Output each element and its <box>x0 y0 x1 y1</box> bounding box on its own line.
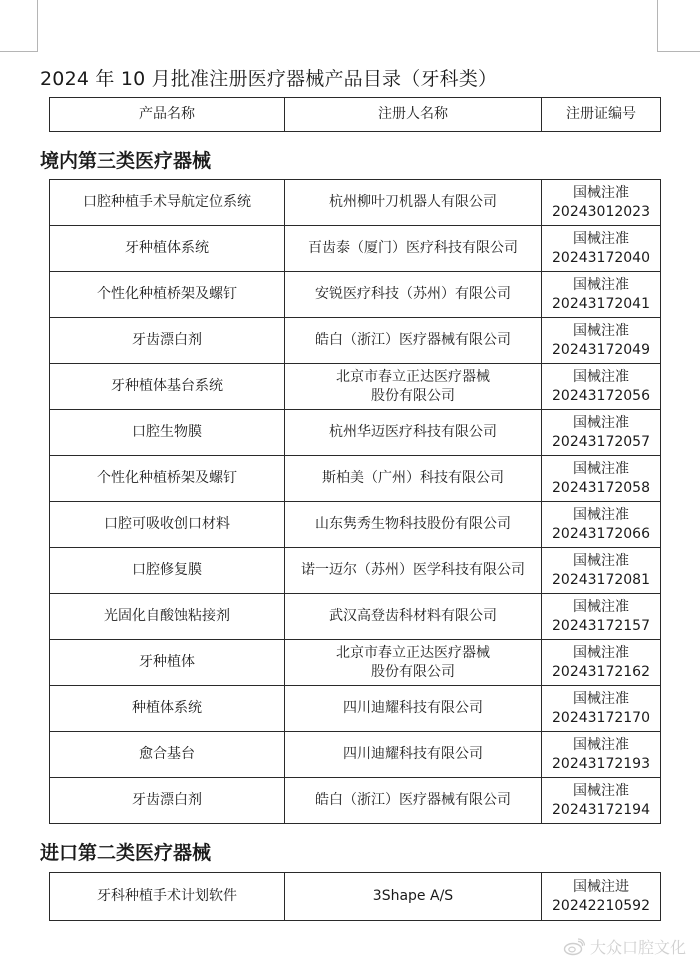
registrant-line: 股份有限公司 <box>371 387 455 404</box>
cert-cell <box>542 364 661 410</box>
cert-cell <box>542 456 661 502</box>
product-cell: 牙种植体系统 <box>50 226 285 272</box>
product-cell: 口腔可吸收创口材料 <box>50 502 285 548</box>
table-row <box>50 640 661 686</box>
cert-prefix: 国械注准 <box>573 276 629 293</box>
product-cell: 种植体系统 <box>50 686 285 732</box>
cert-cell <box>542 594 661 640</box>
crop-mark-right-v <box>657 0 658 51</box>
imported-table <box>49 872 661 921</box>
cert-prefix: 国械注准 <box>573 552 629 569</box>
registrant-cell <box>285 640 542 686</box>
header-row <box>50 98 661 132</box>
crop-mark-right-h <box>657 51 700 52</box>
registrant-cell: 杭州华迈医疗科技有限公司 <box>285 410 542 456</box>
cert-cell <box>542 410 661 456</box>
cert-number: 20243172058 <box>552 479 650 496</box>
registrant-cell: 斯柏美（广州）科技有限公司 <box>285 456 542 502</box>
registrant-cell: 四川迪耀科技有限公司 <box>285 686 542 732</box>
cert-number: 20243172041 <box>552 295 650 312</box>
registrant-line: 北京市春立正达医疗器械 <box>336 368 490 385</box>
product-cell: 牙种植体 <box>50 640 285 686</box>
header-registrant: 注册人名称 <box>285 98 542 132</box>
cert-number: 20243172194 <box>552 801 650 818</box>
registrant-cell: 3Shape A/S <box>285 873 542 921</box>
registrant-cell: 皓白（浙江）医疗器械有限公司 <box>285 778 542 824</box>
cert-number: 20243172170 <box>552 709 650 726</box>
product-cell: 牙科种植手术计划软件 <box>50 873 285 921</box>
crop-mark-left-v <box>37 0 38 51</box>
header-table <box>49 97 661 132</box>
cert-number: 20243172049 <box>552 341 650 358</box>
table-row <box>50 410 661 456</box>
cert-number: 20242210592 <box>552 897 650 914</box>
registrant-cell: 四川迪耀科技有限公司 <box>285 732 542 778</box>
cert-prefix: 国械注准 <box>573 368 629 385</box>
table-row <box>50 226 661 272</box>
cert-cell <box>542 502 661 548</box>
cert-prefix: 国械注准 <box>573 184 629 201</box>
cert-cell <box>542 873 661 921</box>
watermark <box>563 935 686 958</box>
cert-cell <box>542 318 661 364</box>
registrant-line: 北京市春立正达医疗器械 <box>336 644 490 661</box>
cert-prefix: 国械注准 <box>573 506 629 523</box>
table-row <box>50 686 661 732</box>
watermark-text: 大众口腔文化 <box>589 938 686 957</box>
table-row <box>50 272 661 318</box>
crop-mark-left-h <box>0 51 38 52</box>
table-row <box>50 732 661 778</box>
cert-prefix: 国械注准 <box>573 644 629 661</box>
cert-prefix: 国械注准 <box>573 230 629 247</box>
cert-prefix: 国械注准 <box>573 460 629 477</box>
registrant-cell <box>285 364 542 410</box>
document-title: 2024 年 10 月批准注册医疗器械产品目录（牙科类） <box>40 68 498 90</box>
product-cell: 个性化种植桥架及螺钉 <box>50 272 285 318</box>
header-product-name: 产品名称 <box>50 98 285 132</box>
registrant-cell: 百齿泰（厦门）医疗科技有限公司 <box>285 226 542 272</box>
cert-prefix: 国械注进 <box>573 878 629 895</box>
product-cell: 光固化自酸蚀粘接剂 <box>50 594 285 640</box>
domestic-table <box>49 179 661 824</box>
registrant-cell: 武汉高登齿科材料有限公司 <box>285 594 542 640</box>
weibo-icon <box>563 938 585 956</box>
table-row <box>50 364 661 410</box>
table-row <box>50 778 661 824</box>
cert-cell <box>542 640 661 686</box>
product-cell: 牙齿漂白剂 <box>50 778 285 824</box>
table-row <box>50 180 661 226</box>
cert-cell <box>542 548 661 594</box>
registrant-cell: 杭州柳叶刀机器人有限公司 <box>285 180 542 226</box>
cert-cell <box>542 778 661 824</box>
header-cert-no: 注册证编号 <box>542 98 661 132</box>
cert-prefix: 国械注准 <box>573 322 629 339</box>
cert-number: 20243172057 <box>552 433 650 450</box>
table-row <box>50 318 661 364</box>
cert-number: 20243172056 <box>552 387 650 404</box>
table-row <box>50 502 661 548</box>
cert-number: 20243172157 <box>552 617 650 634</box>
product-cell: 牙齿漂白剂 <box>50 318 285 364</box>
section-heading-imported: 进口第二类医疗器械 <box>40 842 212 864</box>
cert-number: 20243172193 <box>552 755 650 772</box>
cert-cell <box>542 272 661 318</box>
cert-cell <box>542 226 661 272</box>
cert-prefix: 国械注准 <box>573 414 629 431</box>
cert-number: 20243172040 <box>552 249 650 266</box>
table-row <box>50 456 661 502</box>
cert-number: 20243172081 <box>552 571 650 588</box>
section-heading-domestic: 境内第三类医疗器械 <box>40 150 212 172</box>
cert-prefix: 国械注准 <box>573 598 629 615</box>
product-cell: 口腔种植手术导航定位系统 <box>50 180 285 226</box>
cert-prefix: 国械注准 <box>573 782 629 799</box>
registrant-cell: 安锐医疗科技（苏州）有限公司 <box>285 272 542 318</box>
cert-number: 20243172066 <box>552 525 650 542</box>
product-cell: 牙种植体基台系统 <box>50 364 285 410</box>
registrant-cell: 皓白（浙江）医疗器械有限公司 <box>285 318 542 364</box>
cert-number: 20243012023 <box>552 203 650 220</box>
table-row <box>50 873 661 921</box>
registrant-line: 股份有限公司 <box>371 663 455 680</box>
table-row <box>50 548 661 594</box>
product-cell: 愈合基台 <box>50 732 285 778</box>
cert-number: 20243172162 <box>552 663 650 680</box>
product-cell: 口腔生物膜 <box>50 410 285 456</box>
cert-cell <box>542 180 661 226</box>
product-cell: 口腔修复膜 <box>50 548 285 594</box>
cert-prefix: 国械注准 <box>573 736 629 753</box>
cert-cell <box>542 686 661 732</box>
registrant-cell: 诺一迈尔（苏州）医学科技有限公司 <box>285 548 542 594</box>
cert-cell <box>542 732 661 778</box>
registrant-cell: 山东隽秀生物科技股份有限公司 <box>285 502 542 548</box>
table-row <box>50 594 661 640</box>
cert-prefix: 国械注准 <box>573 690 629 707</box>
product-cell: 个性化种植桥架及螺钉 <box>50 456 285 502</box>
